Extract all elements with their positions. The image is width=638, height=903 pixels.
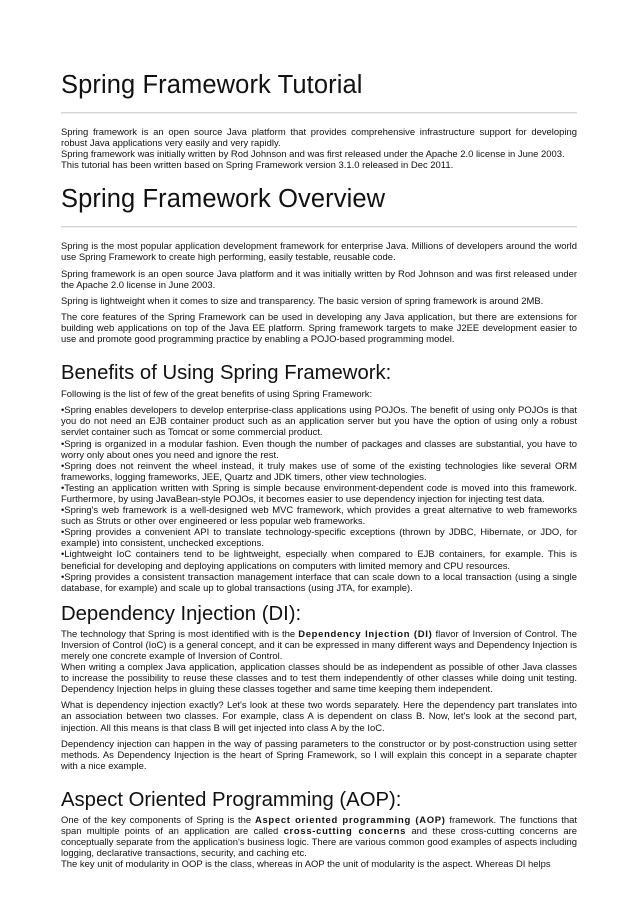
aop-paragraph-2: The key unit of modularity in OOP is the class, whereas in AOP the unit of modularity is the aspect. Whereas DI helps: [61, 859, 551, 871]
benefit-item: •Spring's web framework is a well-designed web MVC framework, which provides a great alternative to web frameworks such as Struts or other over engineered or less popular web frameworks.: [61, 505, 577, 528]
overview-paragraph-1: Spring is the most popular application development framework for enterprise Java. Millions of developers around the world use Spring Framework to create high performing, easily testable, reusable code.: [61, 241, 577, 264]
di-paragraph-1: The technology that Spring is most identified with is the Dependency Injection (DI) flavor of Inversion of Control. The Inversion of Control (IoC) is a general concept, and it can be expressed in many different ways and Dependency Injection is merely one concrete example of Inversion of Control.: [61, 628, 578, 662]
benefits-heading: Benefits of Using Spring Framework:: [61, 362, 392, 385]
benefit-item: •Spring does not reinvent the wheel instead, it truly makes use of some of the existing technologies like several ORM frameworks, logging frameworks, JEE, Quartz and JDK timers, other view technologies.: [61, 460, 577, 483]
overview-divider: [61, 226, 577, 228]
benefit-item: •Spring is organized in a modular fashion. Even though the number of packages and classes are substantial, you have to worry only about ones you need and ignore the rest.: [61, 438, 577, 461]
di-heading: Dependency Injection (DI):: [61, 602, 302, 625]
tutorial-paragraph-3: This tutorial has been written based on Spring Framework version 3.1.0 released in Dec 2011.: [61, 160, 454, 172]
benefit-item: •Spring enables developers to develop enterprise-class applications using POJOs. The benefit of using only POJOs is that you do not need an EJB container product such as an application server but you have the option of using only a robust servlet container such as Tomcat or some commercial product.: [61, 405, 577, 439]
document-page: [61, 0, 577, 870]
cross-cutting-bold-term: cross-cutting concerns: [283, 826, 407, 838]
tutorial-paragraph-2: Spring framework was initially written by Rod Johnson and was first released under the Apache 2.0 license in June 2003.: [61, 149, 565, 161]
overview-heading: Spring Framework Overview: [61, 185, 386, 214]
di-paragraph-4: Dependency injection can happen in the way of passing parameters to the constructor or by post-construction using setter methods. As Dependency Injection is the heart of Spring Framework, so I will explain this concept in a separate chapter with a nice example.: [61, 738, 577, 772]
page-title: Spring Framework Tutorial: [61, 71, 363, 99]
aop-bold-term: Aspect oriented programming (AOP): [254, 814, 446, 826]
overview-paragraph-3: Spring is lightweight when it comes to size and transparency. The basic version of spring framework is around 2MB.: [61, 295, 544, 307]
tutorial-paragraph-1: Spring framework is an open source Java platform that provides comprehensive infrastructure support for developing robust Java applications very easily and very rapidly.: [61, 127, 577, 150]
benefits-intro: Following is the list of few of the great benefits of using Spring Framework:: [61, 389, 373, 401]
title-divider: [61, 112, 577, 114]
benefit-item: •Spring provides a consistent transaction management interface that can scale down to a local transaction (using a single database, for example) and scale up to global transactions (using JTA, for example).: [61, 571, 577, 594]
overview-paragraph-2: Spring framework is an open source Java platform and it was initially written by Rod Johnson and was first released under the Apache 2.0 license in June 2003.: [61, 268, 577, 291]
overview-paragraph-4: The core features of the Spring Framework can be used in developing any Java application, but there are extensions for building web applications on top of the Java EE platform. Spring framework targets to make J2EE development easier to use and promote good programming practice by enabling a POJO-based programming model.: [61, 311, 577, 346]
di-bold-term: Dependency Injection (DI): [298, 628, 433, 640]
benefit-item: •Lightweight IoC containers tend to be lightweight, especially when compared to EJB containers, for example. This is beneficial for developing and deploying applications on computers with limited memory and CPU resources.: [61, 549, 577, 572]
aop-heading: Aspect Oriented Programming (AOP):: [61, 788, 402, 811]
di-paragraph-2: When writing a complex Java application, application classes should be as independent as possible of other Java classes to increase the possibility to reuse these classes and to test them independently of other classes while doing unit testing. Dependency Injection helps in gluing these classes together and same time keeping them independent.: [61, 662, 577, 696]
aop-paragraph-1: One of the key components of Spring is the Aspect oriented programming (AOP) framework. The functions that span multiple points of an application are called cross-cutting concerns and these cross-cutting concerns are conceptually separate from the application's business logic. There are various common good examples of aspects including logging, declarative transactions, security, and caching etc.: [61, 814, 578, 860]
di-paragraph-3: What is dependency injection exactly? Let's look at these two words separately. Here the dependency part translates into an association between two classes. For example, class A is dependent on class B. Now, let's look at the second part, injection. All this means is that class B will get injected into class A by the IoC.: [61, 700, 577, 734]
benefit-item: •Spring provides a convenient API to translate technology-specific exceptions (thrown by JDBC, Hibernate, or JDO, for example) into consistent, unchecked exceptions.: [61, 527, 577, 550]
benefit-item: •Testing an application written with Spring is simple because environment-dependent code is moved into this framework. Furthermore, by using JavaBean-style POJOs, it becomes easier to use dependency injection for injecting test data.: [61, 482, 577, 505]
